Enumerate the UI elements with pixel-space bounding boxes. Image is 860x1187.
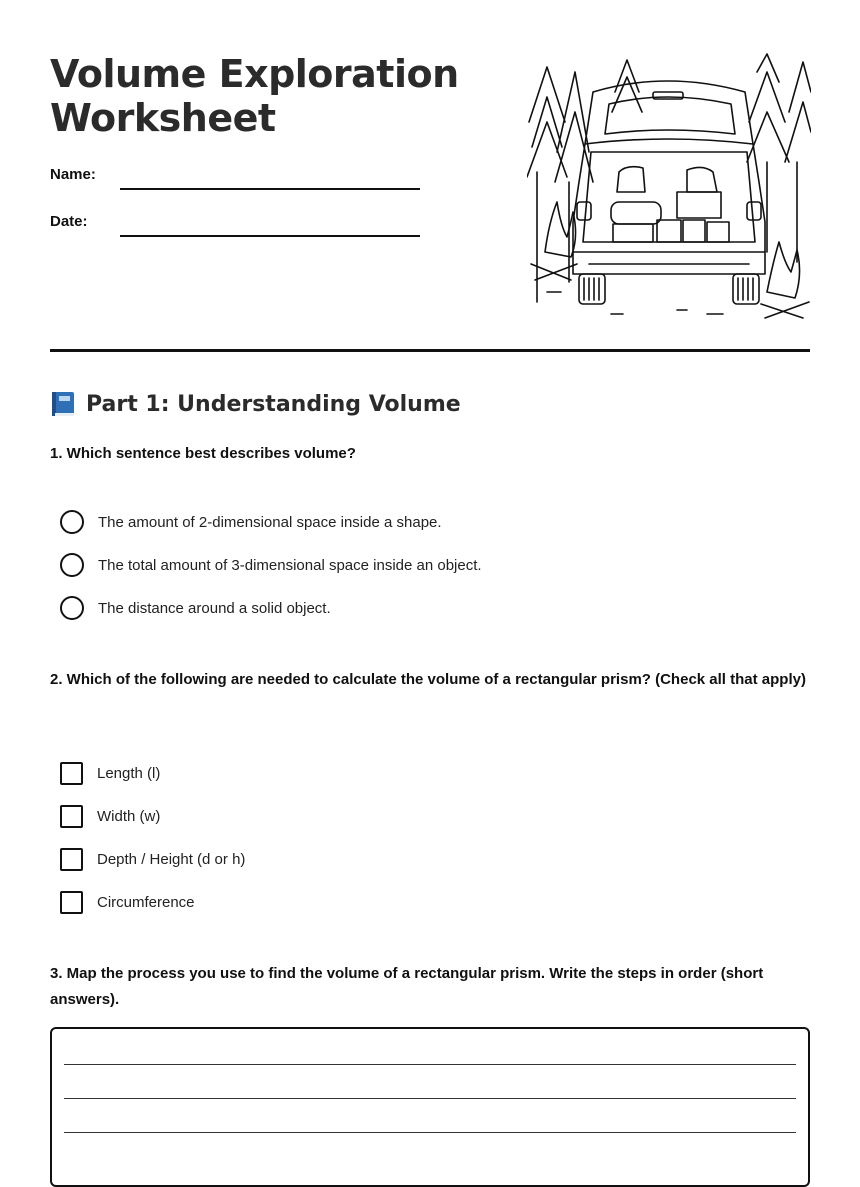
checkbox[interactable] [60,762,83,785]
name-field[interactable] [50,166,420,196]
section-divider [50,349,810,352]
q2-option-2[interactable] [60,803,160,829]
option-label: The total amount of 3-dimensional space inside an object. [98,556,482,574]
option-label: The amount of 2-dimensional space inside a shape. [98,513,442,531]
name-write-line[interactable] [120,188,420,190]
radio-button[interactable] [60,510,84,534]
q2-option-3[interactable] [60,846,245,872]
date-write-line[interactable] [120,235,420,237]
car-trunk-camping-illustration [527,52,811,322]
option-label: Length (l) [97,764,161,782]
q1-option-2[interactable] [60,552,482,578]
answer-line[interactable] [64,1132,796,1133]
answer-line[interactable] [64,1098,796,1099]
name-label: Name: [50,166,96,183]
question-3: 3. Map the process you use to find the volume of a rectangular prism. Write the steps in order (short answers). [50,965,764,1008]
part1-heading [50,390,461,418]
answer-box[interactable] [50,1027,810,1187]
blue-book-icon [50,390,76,418]
q1-option-3[interactable] [60,595,331,621]
q1-option-1[interactable] [60,509,442,535]
option-label: Circumference [97,893,195,911]
date-field[interactable] [50,213,420,243]
option-label: The distance around a solid object. [98,599,331,617]
part1-title: Part 1: Understanding Volume [86,391,461,417]
checkbox[interactable] [60,805,83,828]
checkbox[interactable] [60,891,83,914]
page-title [50,52,459,140]
option-label: Width (w) [97,807,161,825]
radio-button[interactable] [60,553,84,577]
answer-line[interactable] [64,1064,796,1065]
question-1: 1. Which sentence best describes volume? [50,445,356,462]
title-line-1: Volume Exploration [50,52,459,96]
q2-option-1[interactable] [60,760,160,786]
date-label: Date: [50,213,88,230]
radio-button[interactable] [60,596,84,620]
option-label: Depth / Height (d or h) [97,850,246,868]
checkbox[interactable] [60,848,83,871]
title-line-2: Worksheet [50,96,276,140]
q2-option-4[interactable] [60,889,195,915]
question-2: 2. Which of the following are needed to calculate the volume of a rectangular prism? (Check all that apply) [50,671,806,688]
